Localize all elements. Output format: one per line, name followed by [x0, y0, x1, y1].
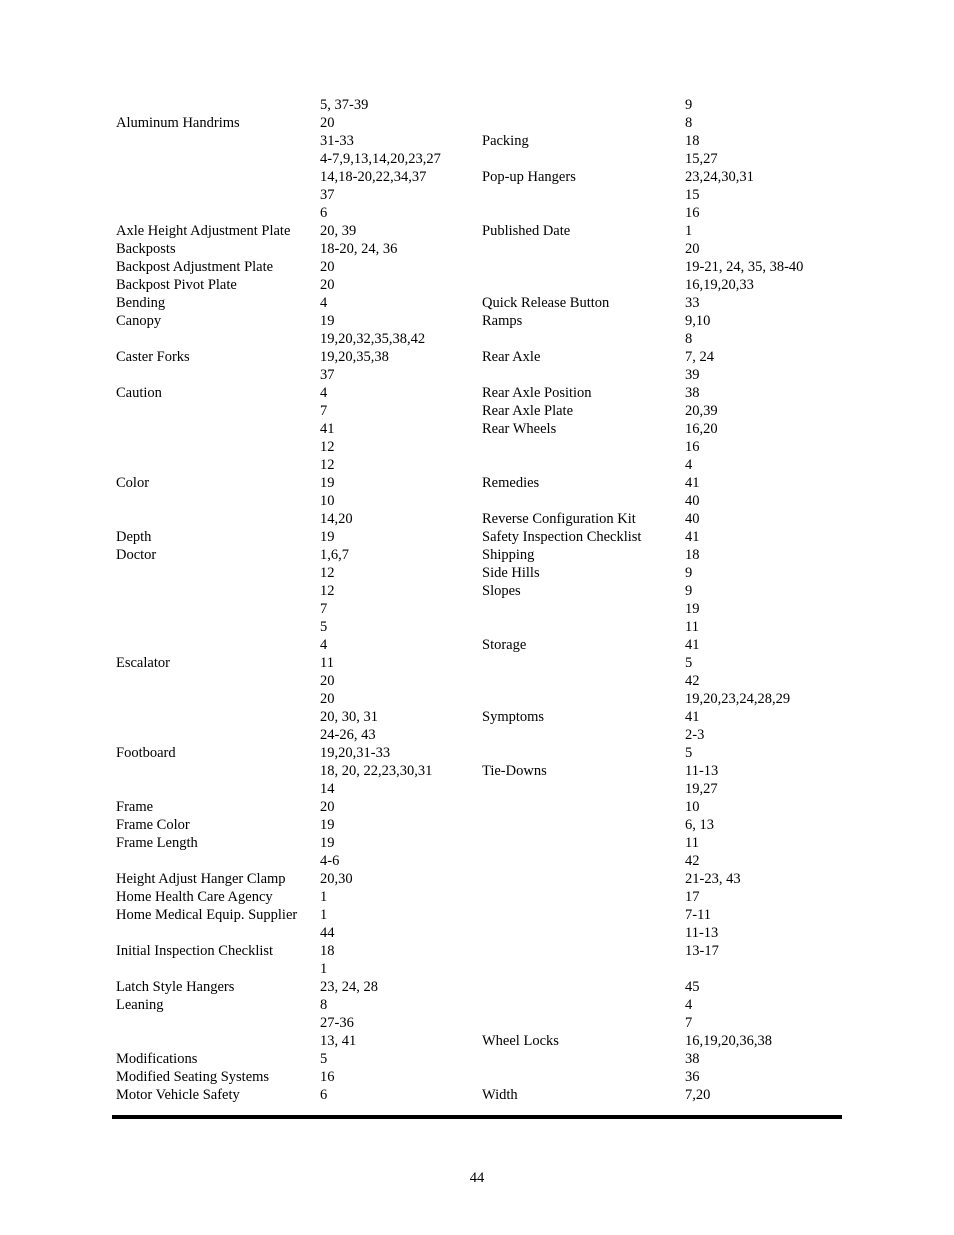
- index-pages-col2: 1: [685, 223, 693, 239]
- index-term-col2: Storage: [482, 637, 527, 653]
- index-term-col2: Symptoms: [482, 709, 545, 725]
- index-pages-col1: 19,20,32,35,38,42: [320, 331, 426, 347]
- index-term-col1: Backpost Adjustment Plate: [116, 259, 274, 275]
- index-pages-col1: 4-7,9,13,14,20,23,27: [320, 151, 441, 167]
- index-term-col1: [116, 780, 320, 798]
- index-pages-col2: 16,19,20,36,38: [685, 1033, 772, 1049]
- index-pages-col1: 14: [320, 781, 335, 797]
- index-pages-col1: 20,30: [320, 871, 353, 887]
- index-term-col1: [116, 168, 320, 186]
- index-term-col2: [482, 960, 685, 978]
- index-pages-col2: 7-11: [685, 907, 712, 923]
- index-pages-col2: 41: [685, 637, 700, 653]
- index-pages-col2: 19: [685, 601, 700, 617]
- index-pages-col2: 40: [685, 511, 700, 527]
- index-pages-col2: [685, 960, 842, 978]
- index-table: [116, 96, 842, 1104]
- index-pages-col1: 19: [320, 313, 335, 329]
- index-term-col1: [116, 564, 320, 582]
- index-term-col1: Modifications: [116, 1051, 198, 1067]
- index-term-col1: [116, 330, 320, 348]
- index-term-col1: [116, 1032, 320, 1050]
- index-term-col1: Latch Style Hangers: [116, 979, 235, 995]
- index-pages-col1: 4: [320, 295, 328, 311]
- index-term-col1: [116, 204, 320, 222]
- index-pages-col2: 41: [685, 529, 700, 545]
- index-pages-col1: 20: [320, 799, 335, 815]
- index-pages-col2: 7: [685, 1015, 693, 1031]
- index-term-col1: Motor Vehicle Safety: [116, 1087, 240, 1103]
- index-pages-col1: 12: [320, 439, 335, 455]
- index-pages-col2: 7,20: [685, 1087, 711, 1103]
- index-term-col1: Frame Color: [116, 817, 190, 833]
- index-pages-col2: 38: [685, 1051, 700, 1067]
- index-term-col1: [116, 852, 320, 870]
- index-term-col2: [482, 906, 685, 924]
- index-term-col2: [482, 654, 685, 672]
- index-pages-col1: 6: [320, 205, 328, 221]
- index-term-col2: Rear Axle Plate: [482, 403, 574, 419]
- index-term-col2: Wheel Locks: [482, 1033, 559, 1049]
- index-term-col1: [116, 924, 320, 942]
- index-term-col1: Backposts: [116, 241, 176, 257]
- index-pages-col2: 5: [685, 655, 693, 671]
- index-pages-col1: 27-36: [320, 1015, 354, 1031]
- index-term-col1: [116, 402, 320, 420]
- index-pages-col1: 20, 30, 31: [320, 709, 378, 725]
- index-pages-col2: 19,27: [685, 781, 718, 797]
- index-term-col1: Caster Forks: [116, 349, 190, 365]
- index-term-col2: Tie-Downs: [482, 763, 547, 779]
- index-pages-col2: 40: [685, 493, 700, 509]
- index-pages-col1: 5: [320, 619, 328, 635]
- index-pages-col1: 16: [320, 1069, 335, 1085]
- index-term-col2: [482, 690, 685, 708]
- index-term-col2: [482, 276, 685, 294]
- index-term-col2: [482, 492, 685, 510]
- index-pages-col1: 5: [320, 1051, 328, 1067]
- index-pages-col2: 9: [685, 565, 693, 581]
- index-term-col2: [482, 942, 685, 960]
- index-pages-col2: 7, 24: [685, 349, 714, 365]
- index-pages-col2: 9: [685, 583, 693, 599]
- index-term-col1: [116, 672, 320, 690]
- index-pages-col2: 4: [685, 457, 693, 473]
- index-pages-col1: 19,20,35,38: [320, 349, 389, 365]
- index-term-col1: [116, 96, 320, 114]
- index-term-col1: [116, 690, 320, 708]
- index-pages-col1: 18-20, 24, 36: [320, 241, 398, 257]
- index-pages-col1: 7: [320, 601, 328, 617]
- index-term-col1: Initial Inspection Checklist: [116, 943, 274, 959]
- index-term-col2: [482, 888, 685, 906]
- index-pages-col2: 4: [685, 997, 693, 1013]
- index-term-col1: [116, 438, 320, 456]
- index-term-col2: Remedies: [482, 475, 540, 491]
- index-term-col2: [482, 798, 685, 816]
- index-term-col2: Safety Inspection Checklist: [482, 529, 642, 545]
- index-pages-col2: 5: [685, 745, 693, 761]
- index-term-col1: [116, 708, 320, 726]
- index-pages-col2: 36: [685, 1069, 700, 1085]
- index-term-col2: [482, 1014, 685, 1032]
- index-term-col2: [482, 780, 685, 798]
- index-pages-col1: 10: [320, 493, 335, 509]
- index-term-col2: [482, 672, 685, 690]
- index-term-col2: [482, 258, 685, 276]
- index-term-col1: [116, 132, 320, 150]
- index-term-col2: Width: [482, 1087, 518, 1103]
- index-pages-col1: 6: [320, 1087, 328, 1103]
- index-pages-col1: 23, 24, 28: [320, 979, 378, 995]
- index-pages-col2: 18: [685, 547, 700, 563]
- index-pages-col1: 1,6,7: [320, 547, 349, 563]
- index-term-col1: [116, 366, 320, 384]
- index-pages-col1: 5, 37-39: [320, 97, 369, 113]
- index-term-col1: Aluminum Handrims: [116, 115, 240, 131]
- index-pages-col1: 12: [320, 583, 335, 599]
- index-pages-col2: 16,19,20,33: [685, 277, 754, 293]
- index-term-col2: Rear Wheels: [482, 421, 557, 437]
- index-term-col2: Side Hills: [482, 565, 540, 581]
- index-pages-col2: 41: [685, 475, 700, 491]
- index-term-col1: Caution: [116, 385, 162, 401]
- index-term-col2: [482, 726, 685, 744]
- index-pages-col2: 42: [685, 853, 700, 869]
- index-pages-col2: 10: [685, 799, 700, 815]
- index-term-col1: Color: [116, 475, 150, 491]
- index-pages-col1: 19: [320, 835, 335, 851]
- index-pages-col2: 21-23, 43: [685, 871, 741, 887]
- index-term-col2: Ramps: [482, 313, 523, 329]
- index-term-col1: [116, 492, 320, 510]
- index-pages-col2: 15: [685, 187, 700, 203]
- index-term-col2: Rear Axle: [482, 349, 541, 365]
- index-pages-col2: 13-17: [685, 943, 719, 959]
- index-term-col1: Modified Seating Systems: [116, 1069, 270, 1085]
- index-term-col2: Published Date: [482, 223, 571, 239]
- index-pages-col2: 17: [685, 889, 700, 905]
- index-pages-col2: 8: [685, 115, 693, 131]
- index-term-col2: [482, 366, 685, 384]
- index-term-col2: [482, 852, 685, 870]
- index-term-col2: [482, 438, 685, 456]
- index-term-col1: Canopy: [116, 313, 162, 329]
- index-term-col2: [482, 600, 685, 618]
- index-pages-col2: 11: [685, 619, 699, 635]
- index-term-col2: [482, 744, 685, 762]
- index-pages-col1: 14,18-20,22,34,37: [320, 169, 427, 185]
- index-term-col2: Pop-up Hangers: [482, 169, 576, 185]
- index-pages-col2: 38: [685, 385, 700, 401]
- index-term-col1: Doctor: [116, 547, 157, 563]
- index-pages-col2: 20,39: [685, 403, 718, 419]
- index-term-col1: [116, 762, 320, 780]
- index-pages-col2: 8: [685, 331, 693, 347]
- index-pages-col2: 2-3: [685, 727, 705, 743]
- index-term-col1: [116, 636, 320, 654]
- index-term-col2: Shipping: [482, 547, 535, 563]
- index-pages-col2: 11-13: [685, 763, 719, 779]
- index-pages-col1: 24-26, 43: [320, 727, 376, 743]
- index-pages-col1: 37: [320, 367, 335, 383]
- index-pages-col2: 16: [685, 205, 700, 221]
- index-pages-col1: 20: [320, 673, 335, 689]
- index-term-col2: Slopes: [482, 583, 521, 599]
- index-pages-col1: 37: [320, 187, 335, 203]
- index-term-col2: [482, 924, 685, 942]
- index-pages-col1: 12: [320, 457, 335, 473]
- index-term-col2: [482, 96, 685, 114]
- index-term-col1: Axle Height Adjustment Plate: [116, 223, 291, 239]
- index-term-col1: [116, 150, 320, 168]
- index-term-col1: Depth: [116, 529, 152, 545]
- index-term-col2: [482, 978, 685, 996]
- index-pages-col1: 1: [320, 889, 328, 905]
- index-term-col1: Escalator: [116, 655, 170, 671]
- index-pages-col1: 1: [320, 907, 328, 923]
- index-pages-col1: 8: [320, 997, 328, 1013]
- index-term-col1: Home Medical Equip. Supplier: [116, 907, 298, 923]
- index-pages-col2: 23,24,30,31: [685, 169, 754, 185]
- index-term-col1: Height Adjust Hanger Clamp: [116, 871, 286, 887]
- index-term-col1: Leaning: [116, 997, 164, 1013]
- index-term-col2: [482, 618, 685, 636]
- index-term-col2: [482, 1068, 685, 1086]
- index-pages-col1: 20, 39: [320, 223, 357, 239]
- index-pages-col2: 33: [685, 295, 700, 311]
- page-number: 44: [469, 1170, 485, 1186]
- footer-rule: [112, 1115, 842, 1119]
- index-pages-col1: 19: [320, 817, 335, 833]
- index-term-col1: [116, 726, 320, 744]
- index-term-col2: [482, 834, 685, 852]
- index-pages-col2: 19-21, 24, 35, 38-40: [685, 259, 804, 275]
- index-pages-col1: 13, 41: [320, 1033, 357, 1049]
- index-term-col1: [116, 456, 320, 474]
- index-term-col2: [482, 870, 685, 888]
- index-term-col1: Bending: [116, 295, 166, 311]
- index-pages-col2: 11: [685, 835, 699, 851]
- index-pages-col2: 9,10: [685, 313, 711, 329]
- index-pages-col1: 1: [320, 961, 328, 977]
- index-pages-col1: 20: [320, 691, 335, 707]
- index-term-col2: [482, 330, 685, 348]
- index-pages-col1: 14,20: [320, 511, 353, 527]
- index-pages-col1: 41: [320, 421, 335, 437]
- index-pages-col2: 6, 13: [685, 817, 714, 833]
- index-pages-col2: 16,20: [685, 421, 718, 437]
- index-term-col2: Reverse Configuration Kit: [482, 511, 636, 527]
- index-term-col1: Home Health Care Agency: [116, 889, 273, 905]
- index-term-col2: [482, 150, 685, 168]
- index-term-col2: [482, 456, 685, 474]
- index-pages-col2: 45: [685, 979, 700, 995]
- index-pages-col1: 20: [320, 259, 335, 275]
- index-term-col1: Backpost Pivot Plate: [116, 277, 237, 293]
- index-pages-col2: 42: [685, 673, 700, 689]
- index-term-col2: [482, 996, 685, 1014]
- index-pages-col1: 4: [320, 637, 328, 653]
- index-pages-col1: 11: [320, 655, 334, 671]
- index-pages-col1: 19: [320, 475, 335, 491]
- index-term-col1: [116, 618, 320, 636]
- index-term-col2: Packing: [482, 133, 529, 149]
- index-pages-col1: 44: [320, 925, 335, 941]
- index-pages-col1: 12: [320, 565, 335, 581]
- index-term-col2: [482, 186, 685, 204]
- index-term-col1: [116, 186, 320, 204]
- index-pages-col1: 20: [320, 115, 335, 131]
- index-term-col1: [116, 960, 320, 978]
- index-term-col1: [116, 510, 320, 528]
- index-pages-col2: 39: [685, 367, 700, 383]
- index-pages-col2: 41: [685, 709, 700, 725]
- index-term-col1: [116, 582, 320, 600]
- index-pages-col2: 20: [685, 241, 700, 257]
- index-term-col1: [116, 1014, 320, 1032]
- index-pages-col1: 19,20,31-33: [320, 745, 391, 761]
- index-pages-col1: 4: [320, 385, 328, 401]
- index-term-col2: [482, 240, 685, 258]
- index-pages-col1: 20: [320, 277, 335, 293]
- index-pages-col2: 19,20,23,24,28,29: [685, 691, 791, 707]
- index-pages-col1: 4-6: [320, 853, 340, 869]
- index-pages-col1: 18, 20, 22,23,30,31: [320, 763, 433, 779]
- index-pages-col2: 15,27: [685, 151, 718, 167]
- index-pages-col1: 19: [320, 529, 335, 545]
- index-term-col1: [116, 600, 320, 618]
- index-pages-col1: 7: [320, 403, 328, 419]
- index-pages-col2: 16: [685, 439, 700, 455]
- index-term-col2: [482, 816, 685, 834]
- index-term-col2: [482, 114, 685, 132]
- index-pages-col2: 18: [685, 133, 700, 149]
- index-term-col2: Rear Axle Position: [482, 385, 592, 401]
- index-term-col2: [482, 1050, 685, 1068]
- index-pages-col1: 18: [320, 943, 335, 959]
- index-term-col1: Footboard: [116, 745, 176, 761]
- index-term-col1: [116, 420, 320, 438]
- index-term-col2: [482, 204, 685, 222]
- index-term-col1: Frame: [116, 799, 154, 815]
- index-term-col1: Frame Length: [116, 835, 198, 851]
- index-pages-col1: 31-33: [320, 133, 354, 149]
- index-pages-col2: 9: [685, 97, 693, 113]
- index-term-col2: Quick Release Button: [482, 295, 610, 311]
- index-pages-col2: 11-13: [685, 925, 719, 941]
